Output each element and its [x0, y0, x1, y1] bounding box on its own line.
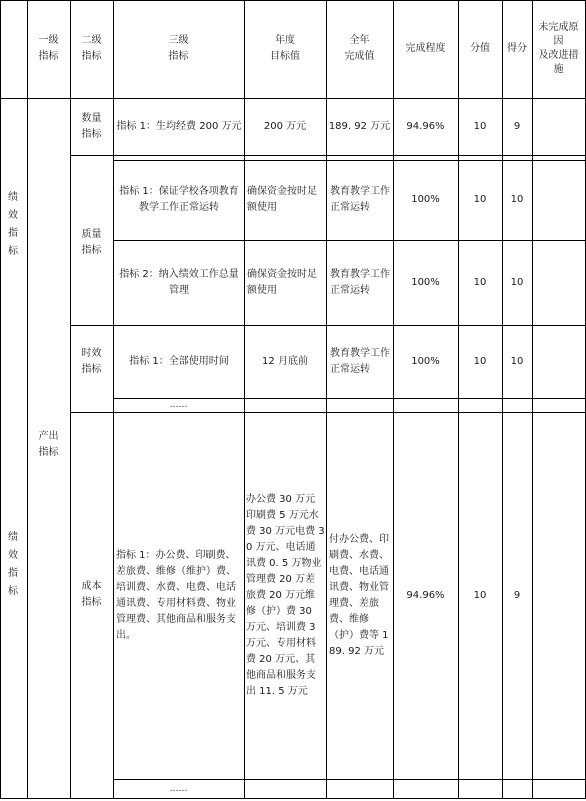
table-row-3-target: 确保资金按时足额使用 — [247, 268, 317, 296]
header-annual-target: 年度 目标值 — [270, 35, 300, 62]
table-row-2-completion: 100% — [411, 194, 440, 205]
level1-bottom: 绩效指标 — [8, 532, 18, 597]
ellipsis-row-2: …… — [169, 783, 188, 794]
header-score: 得分 — [507, 43, 527, 54]
category-quality: 质量 指标 — [81, 228, 102, 256]
table-row-5-value: 10 — [473, 589, 487, 601]
header-reason: 未完成原 因 及改进措 施 — [538, 22, 579, 75]
table-row-4-indicator: 指标 1：全部使用时间 — [129, 355, 229, 367]
table-row-1-target: 200 万元 — [263, 120, 307, 132]
category-timeliness: 时效 指标 — [81, 347, 102, 375]
header-score-value: 分值 — [470, 43, 490, 54]
table-row-1-actual: 189. 92 万元 — [328, 120, 391, 132]
table-row-3-completion: 100% — [411, 276, 440, 288]
table-row-3-indicator: 指标 2：纳入绩效工作总量管理 — [119, 268, 239, 296]
table-row-4-value: 10 — [473, 355, 487, 367]
table-row-1-completion: 94.96% — [406, 120, 445, 132]
table-row-4-score: 10 — [510, 355, 524, 367]
table-row-2-indicator: 指标 1：保证学校各项教育教学工作正常运转 — [119, 186, 239, 213]
table-row-4-target: 12 月底前 — [262, 355, 308, 367]
category-quantity: 数量 指标 — [81, 112, 102, 140]
table-row-3-value: 10 — [473, 276, 487, 288]
header-level3: 三级 指标 — [168, 35, 189, 62]
table-row-4-completion: 100% — [411, 355, 440, 367]
table-row-1-score: 9 — [513, 120, 521, 132]
table-row-5-score: 9 — [513, 589, 521, 601]
level1-top: 绩效指标 — [8, 192, 18, 257]
table-row-5-target: 办公费 30 万元印刷费 5 万元水费 30 万元电费 30 万元、电话通讯费 0. 5 万物业管理费 20 万差旅费 20 万元维修（护）费 30 万元、培训费 3 万元、专用材料费 20 万元、其他商品和服务支出 11. 5 万元 — [246, 493, 325, 697]
table-row-5-completion: 94.96% — [406, 589, 445, 601]
table-row-2-actual: 教育教学工作正常运转 — [330, 186, 390, 213]
table-row-3-actual: 教育教学工作正常运转 — [330, 268, 390, 296]
header-annual-actual: 全年 完成值 — [344, 35, 375, 62]
table-row-2-target: 确保资金按时足额使用 — [247, 186, 317, 213]
table-row-3-score: 10 — [510, 276, 524, 288]
table-row-1-value: 10 — [473, 120, 487, 132]
table-row-5-indicator: 指标 1：办公费、印刷费、差旅费、维修（维护）费、培训费、水费、电费、电话通讯费、专用材料费、物业管理费、其他商品和服务支出。 — [116, 549, 236, 641]
table-row-5-actual: 付办公费、印刷费、水费、电费、电话通讯费、物业管理费、差旅费、维修（护）费等 189. 92 万元 — [329, 533, 389, 657]
header-level1: 一级 指标 — [38, 35, 59, 62]
level2-output: 产出 指标 — [38, 431, 59, 458]
table-row-2-score: 10 — [510, 194, 524, 205]
table-row-4-actual: 教育教学工作正常运转 — [330, 347, 390, 375]
header-completion: 完成程度 — [405, 43, 446, 54]
table-row-2-value: 10 — [473, 194, 487, 205]
category-cost: 成本 指标 — [81, 581, 102, 608]
ellipsis-row-1: …… — [169, 400, 188, 410]
table-row-1-indicator: 指标 1：生均经费 200 万元 — [116, 120, 242, 132]
header-level2: 二级 指标 — [81, 35, 102, 62]
